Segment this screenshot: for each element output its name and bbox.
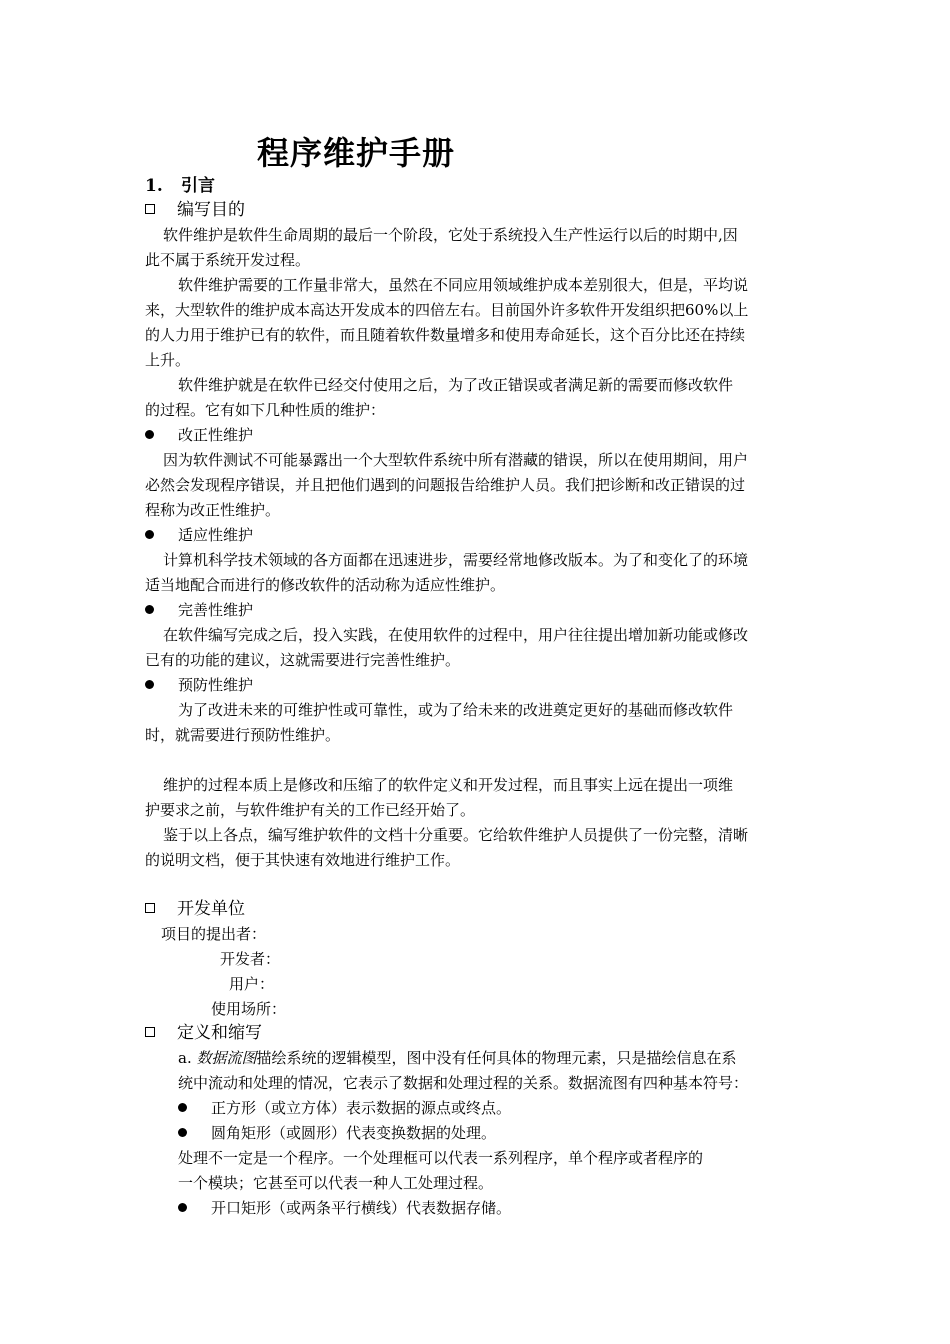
subsection-heading-dev-unit: 开发单位 (145, 897, 825, 922)
paragraph-line: 为了改进未来的可维护性或可靠性，或为了给未来的改进奠定更好的基础而修改软件 (178, 701, 734, 719)
bullet-item-source-sink: 正方形（或立方体）表示数据的源点或终点。 (178, 1096, 858, 1121)
subsection-heading-definitions: 定义和缩写 (145, 1021, 825, 1046)
square-bullet-icon (145, 903, 155, 913)
section-number: 1. (145, 176, 163, 196)
paragraph-line: 鉴于以上各点，编写维护软件的文档十分重要。它给软件维护人员提供了一份完整，清晰 (163, 826, 749, 844)
bullet-item-process: 圆角矩形（或圆形）代表变换数据的处理。 (178, 1121, 858, 1146)
paragraph-line: 处理不一定是一个程序。一个处理框可以代表一系列程序，单个程序或者程序的 (178, 1149, 704, 1167)
definition-item-a: a. 数据流图描绘系统的逻辑模型，图中没有任何具体的物理元素，只是描绘信息在系 (178, 1049, 737, 1067)
paragraph-line: 一个模块；它甚至可以代表一种人工处理过程。 (178, 1174, 494, 1192)
paragraph-line: 来，大型软件的维护成本高达开发成本的四倍左右。目前国外许多软件开发组织把60%以上 (145, 301, 749, 319)
bullet-dot-icon (178, 1203, 187, 1212)
paragraph-line: 的说明文档，便于其快速有效地进行维护工作。 (145, 851, 461, 869)
bullet-dot-icon (178, 1103, 187, 1112)
paragraph-line: 护要求之前，与软件维护有关的工作已经开始了。 (145, 801, 476, 819)
paragraph-line: 上升。 (145, 351, 191, 369)
bullet-item-corrective: 改正性维护 (145, 423, 825, 448)
paragraph-line: 此不属于系统开发过程。 (145, 251, 311, 269)
bullet-item-data-store: 开口矩形（或两条平行横线）代表数据存储。 (178, 1196, 858, 1221)
section-title: 引言 (181, 176, 215, 196)
field-label-user: 用户： (229, 975, 275, 993)
bullet-item-preventive: 预防性维护 (145, 673, 825, 698)
bullet-dot-icon (178, 1128, 187, 1137)
paragraph-line: 适当地配合而进行的修改软件的活动称为适应性维护。 (145, 576, 506, 594)
paragraph-line: 软件维护需要的工作量非常大，虽然在不同应用领域维护成本差别很大，但是，平均说 (178, 276, 749, 294)
paragraph-line: 维护的过程本质上是修改和压缩了的软件定义和开发过程，而且事实上远在提出一项维 (163, 776, 734, 794)
bullet-dot-icon (145, 430, 154, 439)
term-dfd: 数据流图 (196, 1049, 257, 1067)
paragraph-line: 时，就需要进行预防性维护。 (145, 726, 341, 744)
paragraph-line: 的人力用于维护已有的软件，而且随着软件数量增多和使用寿命延长，这个百分比还在持续 (145, 326, 746, 344)
subsection-heading-purpose: 编写目的 (145, 198, 825, 223)
paragraph-line: 因为软件测试不可能暴露出一个大型软件系统中所有潜藏的错误，所以在使用期间，用户 (163, 451, 749, 469)
paragraph-line: 软件维护是软件生命周期的最后一个阶段，它处于系统投入生产性运行以后的时期中,因 (163, 226, 738, 244)
paragraph-line: 统中流动和处理的情况，它表示了数据和处理过程的关系。数据流图有四种基本符号： (178, 1074, 749, 1092)
field-label-developer: 开发者： (220, 950, 281, 968)
paragraph-line: 软件维护就是在软件已经交付使用之后，为了改正错误或者满足新的需要而修改软件 (178, 376, 734, 394)
bullet-dot-icon (145, 605, 154, 614)
paragraph-line: 已有的功能的建议，这就需要进行完善性维护。 (145, 651, 461, 669)
bullet-dot-icon (145, 530, 154, 539)
paragraph-line: 在软件编写完成之后，投入实践，在使用软件的过程中，用户往往提出增加新功能或修改 (163, 626, 749, 644)
paragraph-line: 程称为改正性维护。 (145, 501, 281, 519)
bullet-item-adaptive: 适应性维护 (145, 523, 825, 548)
paragraph-line: 必然会发现程序错误，并且把他们遇到的问题报告给维护人员。我们把诊断和改正错误的过 (145, 476, 746, 494)
paragraph-line: 计算机科学技术领域的各方面都在迅速进步，需要经常地修改版本。为了和变化了的环境 (163, 551, 749, 569)
bullet-dot-icon (145, 680, 154, 689)
field-label-site: 使用场所： (211, 1000, 287, 1018)
bullet-item-perfective: 完善性维护 (145, 598, 825, 623)
square-bullet-icon (145, 204, 155, 214)
paragraph-line: 的过程。它有如下几种性质的维护： (145, 401, 386, 419)
page-title: 程序维护手册 (257, 134, 456, 172)
section-heading-intro (145, 174, 825, 199)
square-bullet-icon (145, 1027, 155, 1037)
field-label-proposer: 项目的提出者： (161, 925, 267, 943)
